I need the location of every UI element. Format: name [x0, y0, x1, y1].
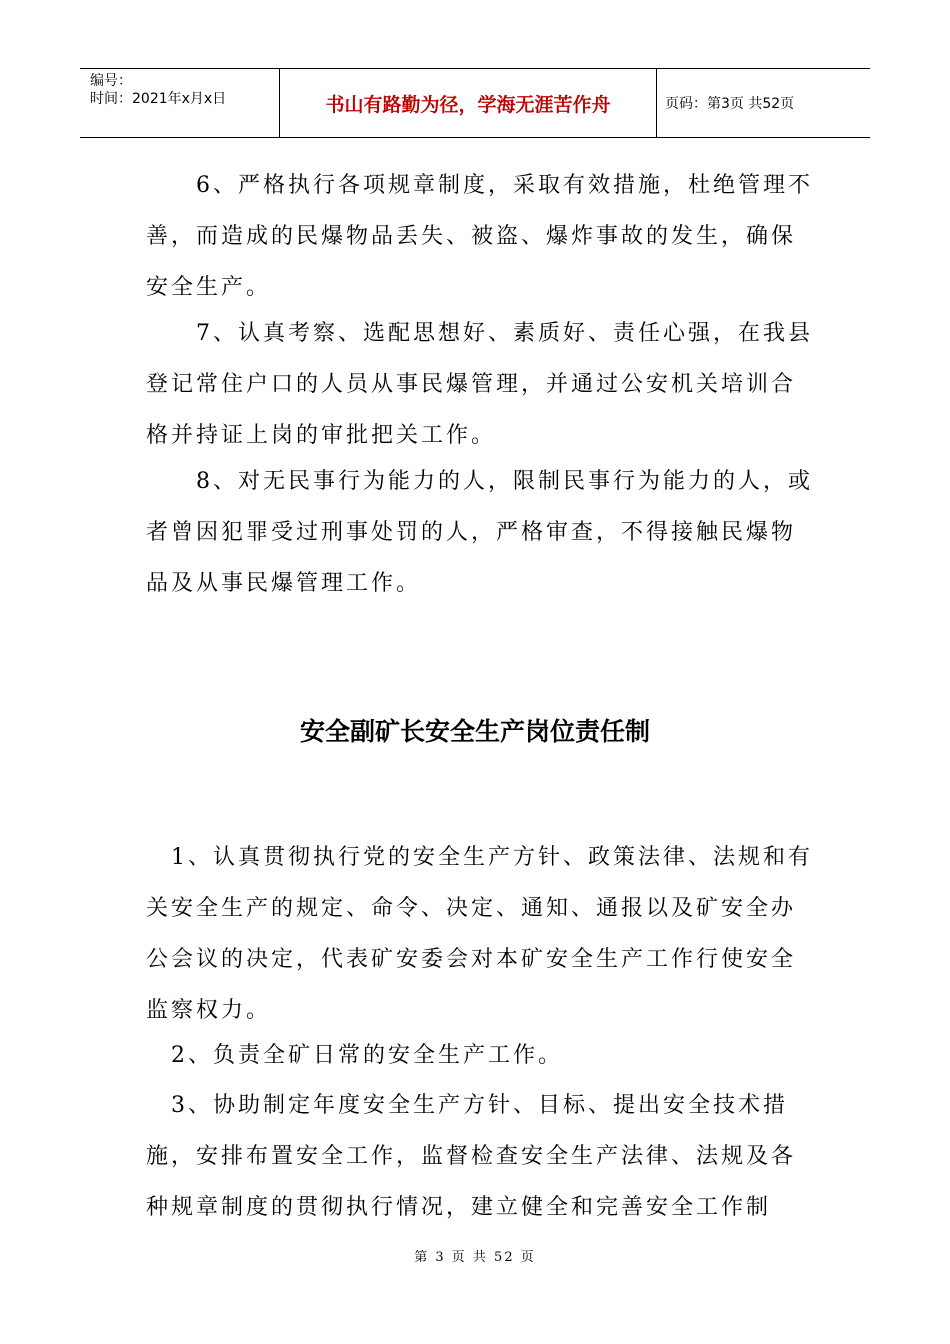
document-number-label: 编号： — [90, 73, 132, 89]
paragraph-item-8: 8、对无民事行为能力的人，限制民事行为能力的人，或者曾因犯罪受过刑事处罚的人，严格审查，不得接触民爆物品及从事民爆管理工作。 — [146, 469, 813, 596]
header-motto: 书山有路勤为径，学海无涯苦作舟 — [280, 69, 657, 137]
page-header — [80, 68, 870, 138]
header-page-info: 页码：第3页 共52页 — [665, 96, 795, 112]
paragraph-item-7: 7、认真考察、选配思想好、素质好、责任心强，在我县登记常住户口的人员从事民爆管理，并通过公安机关培训合格并持证上岗的审批把关工作。 — [146, 321, 813, 448]
paragraph-item-1: 1、认真贯彻执行党的安全生产方针、政策法律、法规和有关安全生产的规定、命令、决定、通知、通报以及矿安全办公会议的决定，代表矿安委会对本矿安全生产工作行使安全监察权力。 — [146, 845, 813, 1023]
paragraph-item-6: 6、严格执行各项规章制度，采取有效措施，杜绝管理不善，而造成的民爆物品丢失、被盗、爆炸事故的发生，确保安全生产。 — [146, 173, 813, 300]
section-title: 安全副矿长安全生产岗位责任制 — [299, 717, 650, 746]
paragraph-item-2: 2、负责全矿日常的安全生产工作。 — [146, 1043, 563, 1068]
page-footer: 第 3 页 共 52 页 — [414, 1250, 536, 1265]
paragraph-item-3: 3、协助制定年度安全生产方针、目标、提出安全技术措施，安排布置安全工作，监督检查安全生产法律、法规及各种规章制度的贯彻执行情况，建立健全和完善安全工作制 — [146, 1093, 797, 1220]
document-date: 时间：2021年x月x日 — [90, 91, 227, 107]
header-meta — [80, 69, 280, 137]
